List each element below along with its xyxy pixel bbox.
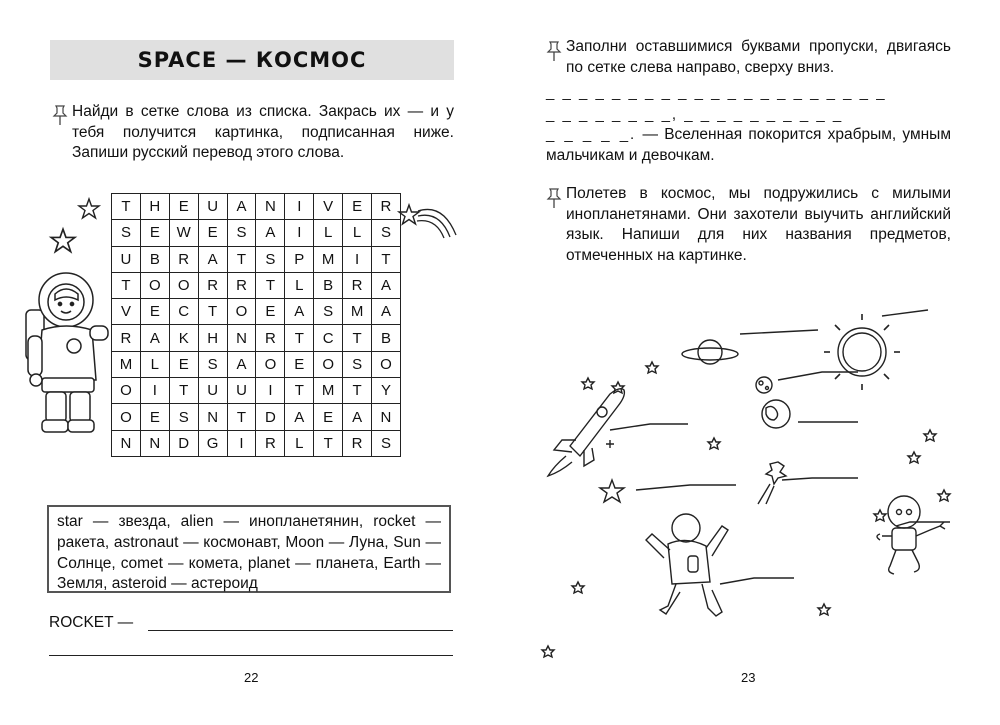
grid-cell[interactable]: E <box>140 299 169 325</box>
label-line-sun <box>882 310 928 316</box>
page-number-right: 23 <box>741 670 756 685</box>
label-line-planet <box>740 330 818 334</box>
grid-cell[interactable]: U <box>227 378 256 404</box>
grid-cell[interactable]: O <box>314 351 343 377</box>
grid-row <box>112 404 401 430</box>
pushpin-icon <box>546 187 562 209</box>
grid-cell[interactable]: C <box>314 325 343 351</box>
grid-cell[interactable]: L <box>343 220 372 246</box>
grid-cell[interactable]: D <box>169 430 198 456</box>
grid-cell[interactable]: E <box>198 220 227 246</box>
grid-cell[interactable]: L <box>285 272 314 298</box>
grid-cell[interactable]: L <box>314 220 343 246</box>
grid-cell[interactable]: T <box>227 246 256 272</box>
grid-cell[interactable]: U <box>112 246 141 272</box>
grid-cell[interactable]: A <box>227 194 256 220</box>
grid-row <box>112 325 401 351</box>
grid-cell[interactable]: I <box>256 378 285 404</box>
grid-cell[interactable]: R <box>227 272 256 298</box>
grid-cell[interactable]: B <box>372 325 401 351</box>
astronaut-illustration <box>22 270 114 440</box>
blanks-line-3-block <box>546 124 951 166</box>
grid-cell[interactable]: O <box>112 378 141 404</box>
grid-cell[interactable]: K <box>169 325 198 351</box>
grid-cell[interactable]: M <box>314 378 343 404</box>
grid-cell[interactable]: T <box>285 378 314 404</box>
grid-cell[interactable]: A <box>285 299 314 325</box>
grid-cell[interactable]: L <box>285 430 314 456</box>
grid-cell[interactable]: B <box>140 246 169 272</box>
task1-instructions: Найди в сетке слова из списка. Закрась их — и у тебя получится картинка, подписанная ниже. Запиши русский перевод этого слова. <box>72 103 454 161</box>
grid-cell[interactable]: U <box>198 378 227 404</box>
answer-label: ROCKET — <box>49 614 134 631</box>
star-icon <box>78 198 100 220</box>
grid-cell[interactable]: T <box>169 378 198 404</box>
grid-cell[interactable]: R <box>112 325 141 351</box>
grid-cell[interactable]: S <box>198 351 227 377</box>
task2-instructions: Заполни оставшимися буквами пропуски, двигаясь по сетке слева направо, сверху вниз. <box>566 38 951 76</box>
shooting-star-icon <box>398 203 460 239</box>
grid-cell[interactable]: L <box>140 351 169 377</box>
grid-cell[interactable]: E <box>343 194 372 220</box>
grid-cell[interactable]: O <box>256 351 285 377</box>
grid-cell[interactable]: T <box>198 299 227 325</box>
grid-cell[interactable]: E <box>169 194 198 220</box>
grid-cell[interactable]: S <box>343 351 372 377</box>
grid-cell[interactable]: S <box>372 430 401 456</box>
grid-cell[interactable]: T <box>372 246 401 272</box>
grid-cell[interactable]: H <box>140 194 169 220</box>
grid-cell[interactable]: V <box>314 194 343 220</box>
grid-cell[interactable]: N <box>112 430 141 456</box>
pushpin-icon <box>546 40 562 62</box>
grid-cell[interactable]: R <box>256 325 285 351</box>
grid-cell[interactable]: T <box>343 378 372 404</box>
grid-cell[interactable]: S <box>372 220 401 246</box>
grid-cell[interactable]: S <box>112 220 141 246</box>
grid-cell[interactable]: S <box>227 220 256 246</box>
grid-cell[interactable]: T <box>343 325 372 351</box>
grid-cell[interactable]: A <box>372 272 401 298</box>
word-search-grid <box>111 193 401 457</box>
grid-cell[interactable]: N <box>198 404 227 430</box>
grid-cell[interactable]: O <box>112 404 141 430</box>
label-line-star <box>636 485 736 490</box>
grid-cell[interactable]: S <box>256 246 285 272</box>
grid-row <box>112 299 401 325</box>
label-line-rocket <box>610 424 688 430</box>
grid-cell[interactable]: R <box>343 272 372 298</box>
grid-cell[interactable]: N <box>140 430 169 456</box>
grid-cell[interactable]: B <box>314 272 343 298</box>
grid-cell[interactable]: I <box>285 220 314 246</box>
grid-cell[interactable]: G <box>198 430 227 456</box>
task2-answer-text: — Вселенная покорится храбрым, умным мальчикам и девочкам. <box>546 126 951 164</box>
grid-cell[interactable]: T <box>256 272 285 298</box>
page-title <box>50 40 454 80</box>
grid-cell[interactable]: A <box>227 351 256 377</box>
grid-cell[interactable]: N <box>256 194 285 220</box>
grid-cell[interactable]: S <box>169 404 198 430</box>
label-line-asteroid <box>778 372 858 380</box>
word-list-text: star — звезда, alien — инопланетянин, rocket — ракета, astronaut — космонавт, Moon — Луна, Sun — Солнце, comet — комета, planet — планета, Earth — Земля, asteroid — астероид <box>57 513 441 593</box>
page-number-left: 22 <box>244 670 259 685</box>
grid-cell[interactable]: E <box>169 351 198 377</box>
grid-cell[interactable]: T <box>227 404 256 430</box>
grid-cell[interactable]: E <box>285 351 314 377</box>
grid-cell[interactable]: E <box>140 220 169 246</box>
grid-cell[interactable]: R <box>256 430 285 456</box>
grid-cell[interactable]: O <box>140 272 169 298</box>
grid-cell[interactable]: M <box>314 246 343 272</box>
grid-cell[interactable]: D <box>256 404 285 430</box>
grid-row <box>112 430 401 456</box>
space-picture <box>540 290 960 670</box>
grid-row <box>112 220 401 246</box>
grid-cell[interactable]: V <box>112 299 141 325</box>
grid-cell[interactable]: W <box>169 220 198 246</box>
pushpin-icon <box>52 104 68 126</box>
grid-row <box>112 194 401 220</box>
task3-instructions: Полетев в космос, мы подружились с милыми инопланетянами. Они захотели выучить английский язык. Напиши для них названия предметов, отмеченных на картинке. <box>566 185 951 264</box>
grid-cell[interactable]: T <box>285 325 314 351</box>
grid-cell[interactable]: A <box>198 246 227 272</box>
grid-cell[interactable]: T <box>314 430 343 456</box>
grid-cell[interactable]: R <box>343 430 372 456</box>
blanks-line-3[interactable]: _ _ _ _ _. <box>546 126 637 143</box>
grid-cell[interactable]: T <box>112 194 141 220</box>
label-line-astronaut <box>720 578 794 584</box>
label-line-comet <box>782 478 858 480</box>
grid-cell[interactable]: N <box>372 404 401 430</box>
grid-cell[interactable]: O <box>169 272 198 298</box>
title-text: SPACE — КОСМОС <box>137 48 367 72</box>
grid-cell[interactable]: O <box>372 351 401 377</box>
grid-cell[interactable]: A <box>343 404 372 430</box>
grid-cell[interactable]: P <box>285 246 314 272</box>
grid-cell[interactable]: E <box>314 404 343 430</box>
grid-cell[interactable]: H <box>198 325 227 351</box>
grid-cell[interactable]: M <box>343 299 372 325</box>
grid-cell[interactable]: A <box>140 325 169 351</box>
grid-cell[interactable]: R <box>198 272 227 298</box>
grid-row <box>112 351 401 377</box>
grid-cell[interactable]: U <box>198 194 227 220</box>
star-icon <box>50 228 76 254</box>
grid-row <box>112 246 401 272</box>
word-list-box <box>47 505 451 593</box>
grid-cell[interactable]: R <box>169 246 198 272</box>
grid-cell[interactable]: E <box>256 299 285 325</box>
grid-cell[interactable]: C <box>169 299 198 325</box>
grid-row <box>112 272 401 298</box>
grid-cell[interactable]: I <box>227 430 256 456</box>
grid-cell[interactable]: S <box>314 299 343 325</box>
grid-row <box>112 378 401 404</box>
grid-cell[interactable]: N <box>227 325 256 351</box>
grid-cell[interactable]: A <box>285 404 314 430</box>
grid-cell[interactable]: E <box>140 404 169 430</box>
grid-cell[interactable]: T <box>112 272 141 298</box>
grid-cell[interactable]: Y <box>372 378 401 404</box>
answer-line[interactable] <box>148 630 453 631</box>
blanks-line-2[interactable]: _ _ _ _ _ _ _ _, _ _ _ _ _ _ _ _ _ _ <box>546 106 844 123</box>
blanks-line-1[interactable]: _ _ _ _ _ _ _ _ _ _ _ _ _ _ _ _ _ _ _ _ _ <box>546 84 887 101</box>
grid-cell[interactable]: I <box>343 246 372 272</box>
answer-line-2[interactable] <box>49 655 453 656</box>
grid-cell[interactable]: I <box>140 378 169 404</box>
grid-cell[interactable]: A <box>256 220 285 246</box>
grid-cell[interactable]: R <box>372 194 401 220</box>
grid-cell[interactable]: O <box>227 299 256 325</box>
grid-cell[interactable]: M <box>112 351 141 377</box>
grid-cell[interactable]: A <box>372 299 401 325</box>
grid-cell[interactable]: I <box>285 194 314 220</box>
